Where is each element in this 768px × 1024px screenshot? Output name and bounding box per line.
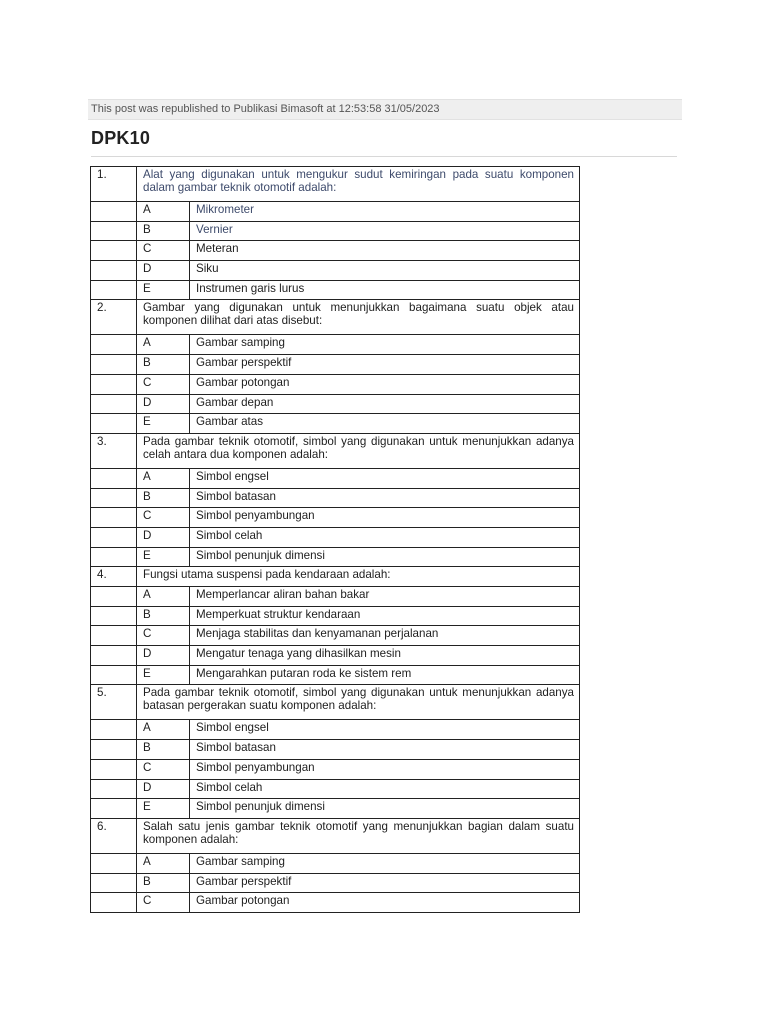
option-row — [91, 488, 580, 508]
question-text: Pada gambar teknik otomotif, simbol yang digunakan untuk menunjukkan adanya batasan pergerakan suatu komponen adalah: — [137, 685, 580, 720]
question-text: Gambar yang digunakan untuk menunjukkan bagaimana suatu objek atau komponen dilihat dari atas disebut: — [137, 300, 580, 335]
option-row — [91, 355, 580, 375]
option-row — [91, 527, 580, 547]
option-text: Gambar atas — [190, 414, 580, 434]
option-text: Simbol penunjuk dimensi — [190, 799, 580, 819]
option-row — [91, 720, 580, 740]
option-text: Simbol penyambungan — [190, 508, 580, 528]
option-row — [91, 414, 580, 434]
option-row — [91, 547, 580, 567]
option-letter: D — [137, 527, 190, 547]
option-letter: A — [137, 853, 190, 873]
option-text: Gambar samping — [190, 335, 580, 355]
option-text: Meteran — [190, 241, 580, 261]
option-row — [91, 779, 580, 799]
option-letter: D — [137, 646, 190, 666]
option-letter: B — [137, 740, 190, 760]
quiz-table — [90, 166, 580, 913]
option-letter: A — [137, 202, 190, 222]
option-letter: C — [137, 241, 190, 261]
option-row — [91, 873, 580, 893]
option-letter: C — [137, 508, 190, 528]
option-text: Simbol penunjuk dimensi — [190, 547, 580, 567]
option-letter: E — [137, 414, 190, 434]
question-number: 2. — [91, 300, 137, 335]
question-text: Salah satu jenis gambar teknik otomotif yang menunjukkan bagian dalam suatu komponen adalah: — [137, 818, 580, 853]
option-letter: C — [137, 759, 190, 779]
question-number: 3. — [91, 433, 137, 468]
option-text: Menjaga stabilitas dan kenyamanan perjalanan — [190, 626, 580, 646]
option-text: Simbol batasan — [190, 740, 580, 760]
question-row — [91, 818, 580, 853]
option-letter: D — [137, 394, 190, 414]
title-divider — [91, 156, 677, 157]
question-text: Alat yang digunakan untuk mengukur sudut kemiringan pada suatu komponen dalam gambar teknik otomotif adalah: — [137, 167, 580, 202]
option-letter: B — [137, 873, 190, 893]
question-row — [91, 433, 580, 468]
option-text: Mikrometer — [190, 202, 580, 222]
option-row — [91, 740, 580, 760]
option-text: Simbol penyambungan — [190, 759, 580, 779]
option-row — [91, 799, 580, 819]
option-row — [91, 646, 580, 666]
republish-banner: This post was republished to Publikasi Bimasoft at 12:53:58 31/05/2023 — [88, 99, 682, 120]
option-row — [91, 759, 580, 779]
option-text: Simbol engsel — [190, 468, 580, 488]
question-number: 6. — [91, 818, 137, 853]
option-letter: B — [137, 355, 190, 375]
option-letter: E — [137, 799, 190, 819]
option-row — [91, 280, 580, 300]
option-row — [91, 374, 580, 394]
option-text: Gambar potongan — [190, 374, 580, 394]
question-number: 4. — [91, 567, 137, 587]
option-letter: D — [137, 261, 190, 281]
option-text: Gambar depan — [190, 394, 580, 414]
option-letter: A — [137, 468, 190, 488]
option-row — [91, 468, 580, 488]
option-letter: A — [137, 335, 190, 355]
option-text: Gambar samping — [190, 853, 580, 873]
option-text: Siku — [190, 261, 580, 281]
option-letter: C — [137, 374, 190, 394]
option-row — [91, 665, 580, 685]
option-text: Instrumen garis lurus — [190, 280, 580, 300]
option-row — [91, 202, 580, 222]
option-row — [91, 508, 580, 528]
option-letter: B — [137, 606, 190, 626]
option-row — [91, 626, 580, 646]
option-text: Gambar potongan — [190, 893, 580, 913]
option-row — [91, 587, 580, 607]
option-row — [91, 394, 580, 414]
question-row — [91, 685, 580, 720]
question-row — [91, 567, 580, 587]
option-text: Simbol celah — [190, 527, 580, 547]
question-number: 1. — [91, 167, 137, 202]
option-row — [91, 261, 580, 281]
option-letter: B — [137, 488, 190, 508]
question-row — [91, 300, 580, 335]
option-text: Simbol celah — [190, 779, 580, 799]
option-letter: C — [137, 626, 190, 646]
option-text: Simbol batasan — [190, 488, 580, 508]
option-text: Gambar perspektif — [190, 355, 580, 375]
question-row — [91, 167, 580, 202]
question-text: Pada gambar teknik otomotif, simbol yang digunakan untuk menunjukkan adanya celah antara dua komponen adalah: — [137, 433, 580, 468]
option-row — [91, 893, 580, 913]
option-text: Memperkuat struktur kendaraan — [190, 606, 580, 626]
option-letter: E — [137, 665, 190, 685]
option-letter: A — [137, 587, 190, 607]
option-row — [91, 221, 580, 241]
question-number: 5. — [91, 685, 137, 720]
option-letter: D — [137, 779, 190, 799]
option-text: Memperlancar aliran bahan bakar — [190, 587, 580, 607]
option-letter: E — [137, 547, 190, 567]
option-row — [91, 606, 580, 626]
option-text: Vernier — [190, 221, 580, 241]
question-text: Fungsi utama suspensi pada kendaraan adalah: — [137, 567, 580, 587]
option-letter: E — [137, 280, 190, 300]
option-text: Gambar perspektif — [190, 873, 580, 893]
option-letter: C — [137, 893, 190, 913]
option-text: Simbol engsel — [190, 720, 580, 740]
option-row — [91, 241, 580, 261]
option-letter: A — [137, 720, 190, 740]
page-title: DPK10 — [91, 128, 151, 148]
option-letter: B — [137, 221, 190, 241]
option-text: Mengarahkan putaran roda ke sistem rem — [190, 665, 580, 685]
option-row — [91, 335, 580, 355]
option-text: Mengatur tenaga yang dihasilkan mesin — [190, 646, 580, 666]
option-row — [91, 853, 580, 873]
